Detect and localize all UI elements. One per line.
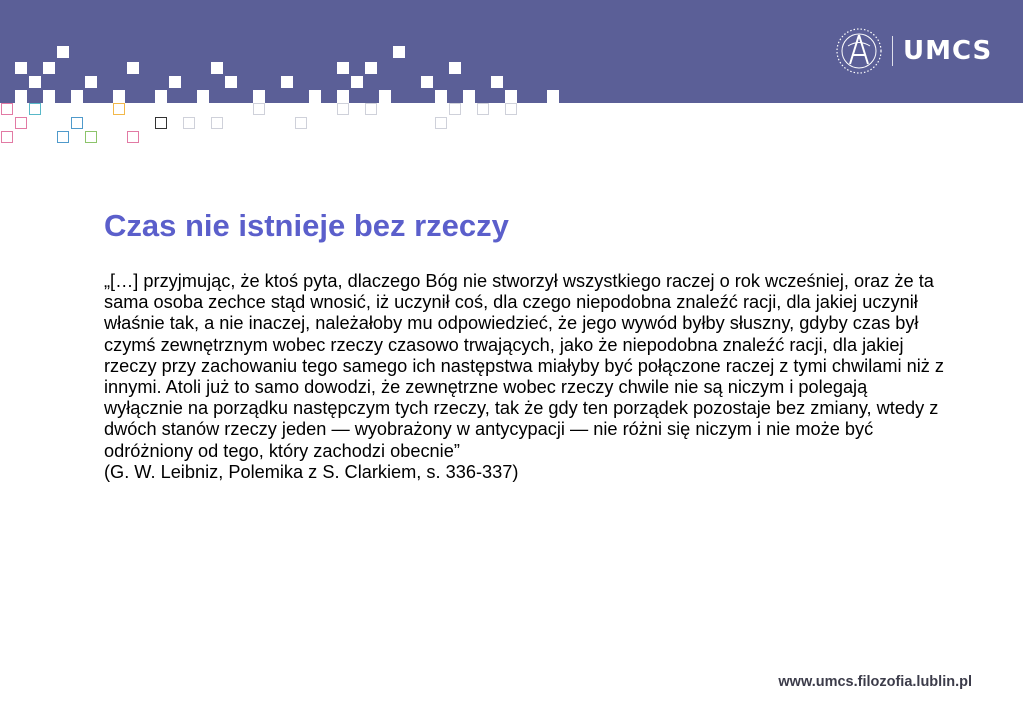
quote-block (104, 271, 944, 483)
logo-divider (892, 36, 893, 66)
slide-title: Czas nie istnieje bez rzeczy (104, 208, 509, 243)
footer-url-link[interactable]: www.umcs.filozofia.lublin.pl (778, 674, 972, 690)
quote-citation: (G. W. Leibniz, Polemika z S. Clarkiem, s. 336-337) (104, 461, 519, 482)
logo-text: UMCS (903, 36, 993, 66)
quote-text: „[…] przyjmując, że ktoś pyta, dlaczego Bóg nie stworzył wszystkiego raczej o rok wcześniej, oraz że ta sama osoba zechce stąd wnosić, iż uczynił coś, dla czego niepodobna znaleźć racji, dla jakiej uczynił właśnie tak, a nie inaczej, należałoby mu odpowiedzieć, że jego wywód byłby słuszny, gdyby czas był czymś zewnętrznym wobec rzeczy czasowo trwających, jako że niepodobna znaleźć racji, dla jakiej rzeczy przy zachowaniu tego samego ich następstwa miałyby być połączone raczej z tymi chwilami niż z innymi. Atoli już to samo dowodzi, że zewnętrzne wobec rzeczy chwile nie są niczym i polegają wyłącznie na porządku następczym tych rzeczy, tak że gdy ten porządek pozostaje bez zmiany, wtedy z dwóch stanów rzeczy jeden — wyobrażony w antycypacji — nie różni się niczym i nie może być odróżniony od tego, który zachodzi obecnie” (104, 271, 944, 461)
umcs-emblem-icon (834, 26, 884, 76)
umcs-logo[interactable] (834, 27, 992, 75)
